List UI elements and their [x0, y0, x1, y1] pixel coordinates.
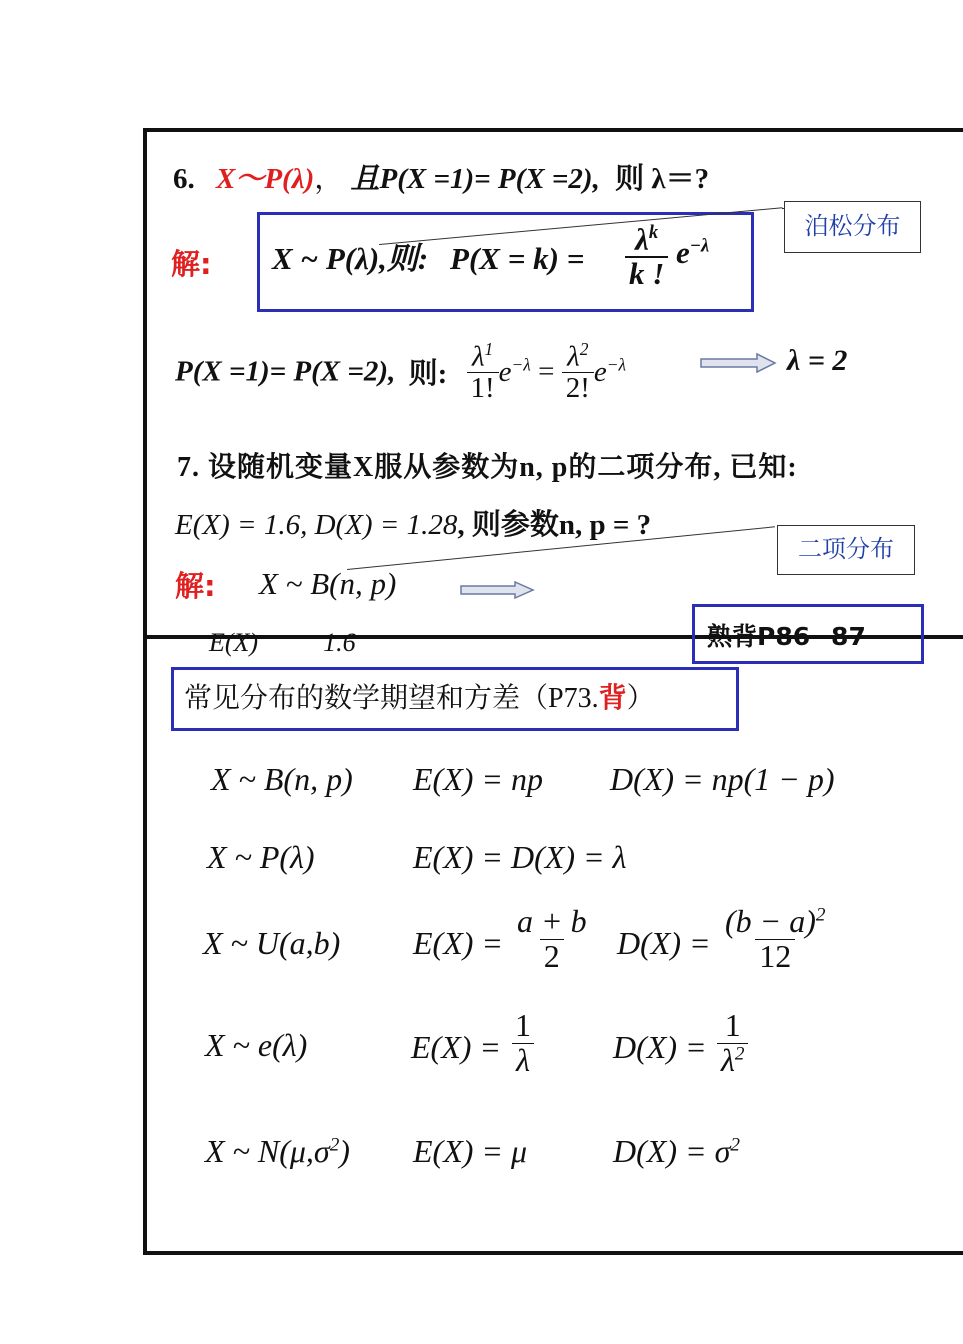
formula-fraction: [625, 223, 668, 290]
uniform-d-den: 12: [755, 939, 795, 974]
row-exponential-d-frac: [717, 1009, 748, 1077]
normal-dist-text: X ~ N(μ,σ: [205, 1133, 330, 1169]
row-normal-dist: [205, 1133, 350, 1170]
formula-tail-sup: −λ: [689, 235, 710, 257]
q7-text: , 则参数n, p = ?: [457, 509, 652, 541]
solution-label-7: 解:: [175, 569, 216, 603]
formula-den: k !: [625, 256, 668, 291]
exp-e-den: λ: [512, 1043, 534, 1078]
row-poisson-dist: X ~ P(λ): [207, 839, 315, 875]
table-header: [174, 670, 736, 728]
q6-condition: 且P(X =1)= P(X =2),: [350, 163, 600, 195]
row-normal-d: [613, 1133, 740, 1170]
q6-ask: 则 λ＝?: [615, 163, 710, 195]
table-header-box: [171, 667, 739, 731]
q6-number: 6.: [173, 163, 195, 195]
header-red: 背: [598, 683, 627, 714]
row-normal-e: E(X) = μ: [413, 1133, 528, 1169]
exp-d-den-sup: 2: [734, 1042, 745, 1064]
question-7-line1: 7. 设随机变量X服从参数为n, p的二项分布, 已知:: [177, 452, 798, 483]
eq-f2-den: 2!: [562, 372, 594, 403]
eq-frac-2: [562, 340, 594, 404]
row-uniform-e-frac: [513, 905, 591, 973]
normal-dist-sup: 2: [329, 1134, 340, 1156]
slide-bottom: [143, 639, 963, 1255]
eq-f1-num: λ: [471, 340, 485, 373]
eq-exp-2: $e^{-\lambda}$: [593, 354, 627, 389]
slide-top: [143, 128, 963, 657]
normal-d-sup: 2: [730, 1134, 740, 1156]
row-poisson-e: E(X) = D(X) = λ: [413, 839, 627, 875]
poisson-tag-label: 泊松分布: [804, 212, 901, 240]
exp-d-den: λ: [721, 1041, 735, 1078]
exp-d-num: 1: [724, 1007, 741, 1043]
q6-premise: X～P(λ): [216, 163, 315, 195]
header-close: ）: [626, 683, 655, 714]
formula-lhs: P(X = k) =: [450, 241, 585, 276]
row-uniform-d-lhs: D(X) =: [617, 925, 711, 961]
formula-num-sup: k: [648, 222, 659, 243]
binomial-math: X ~ B(n, p): [259, 566, 397, 601]
cut-off-line: E(X) 1.6: [209, 628, 356, 657]
solution-label-6: 解:: [171, 247, 212, 281]
formula-tail: e: [676, 235, 690, 270]
question-6: [173, 156, 709, 197]
solution-arrow-icon: [459, 580, 535, 600]
eq-lhs: P(X =1)= P(X =2),: [175, 355, 396, 388]
row-exponential-e-lhs: E(X) =: [411, 1029, 501, 1065]
eq-f2-sup: 2: [579, 339, 589, 359]
eq-f1-den: 1!: [467, 372, 499, 403]
eq-frac-1: [467, 340, 499, 404]
uniform-e-num: a + b: [517, 903, 587, 939]
implies-arrow-icon: [699, 352, 777, 374]
uniform-d-num: (b − a): [725, 903, 816, 939]
lambda-result: [787, 344, 847, 378]
eq-f1-sup: 1: [484, 339, 494, 359]
row-exponential-e-frac: [511, 1009, 535, 1077]
row-exponential-dist: X ~ e(λ): [205, 1027, 308, 1063]
row-binomial-e: E(X) = np: [413, 761, 543, 797]
eq-f2-num: λ: [567, 340, 580, 373]
poisson-formula-box: [257, 212, 754, 312]
eq-equals: =: [538, 355, 555, 388]
row-uniform-e-lhs: E(X) =: [413, 925, 503, 961]
q7-math: E(X) = 1.6, D(X) = 1.28: [175, 509, 458, 541]
row-uniform-d-frac: [721, 905, 830, 973]
poisson-tag: [784, 201, 921, 253]
eq-then: 则:: [408, 358, 448, 391]
question-7-line2: [175, 502, 651, 543]
formula-left: X ~ P(λ),则:: [272, 241, 429, 276]
header-text: 常见分布的数学期望和方差（P73.: [184, 683, 599, 714]
row-binomial-dist: X ~ B(n, p): [211, 761, 353, 797]
uniform-d-num-sup: 2: [815, 904, 826, 926]
memorize-tag-label: 熟背P86−87: [707, 622, 866, 651]
q6-sep: ，: [314, 163, 344, 195]
formula-num: λ: [635, 221, 649, 257]
binomial-tag: [777, 525, 915, 575]
binomial-tag-label: 二项分布: [798, 535, 894, 563]
row-uniform-dist: X ~ U(a,b): [203, 925, 341, 961]
equation-line: [175, 340, 626, 404]
row-binomial-d: D(X) = np(1 − p): [610, 761, 835, 797]
uniform-e-den: 2: [540, 939, 564, 974]
eq-exp-1: $e^{-\lambda}$: [498, 354, 531, 389]
normal-dist-close: ): [339, 1133, 350, 1169]
normal-d-text: D(X) = σ: [613, 1133, 731, 1169]
lambda-result-text: λ = 2: [787, 344, 848, 377]
row-exponential-d-lhs: D(X) =: [613, 1029, 707, 1065]
exp-e-num: 1: [515, 1007, 531, 1043]
